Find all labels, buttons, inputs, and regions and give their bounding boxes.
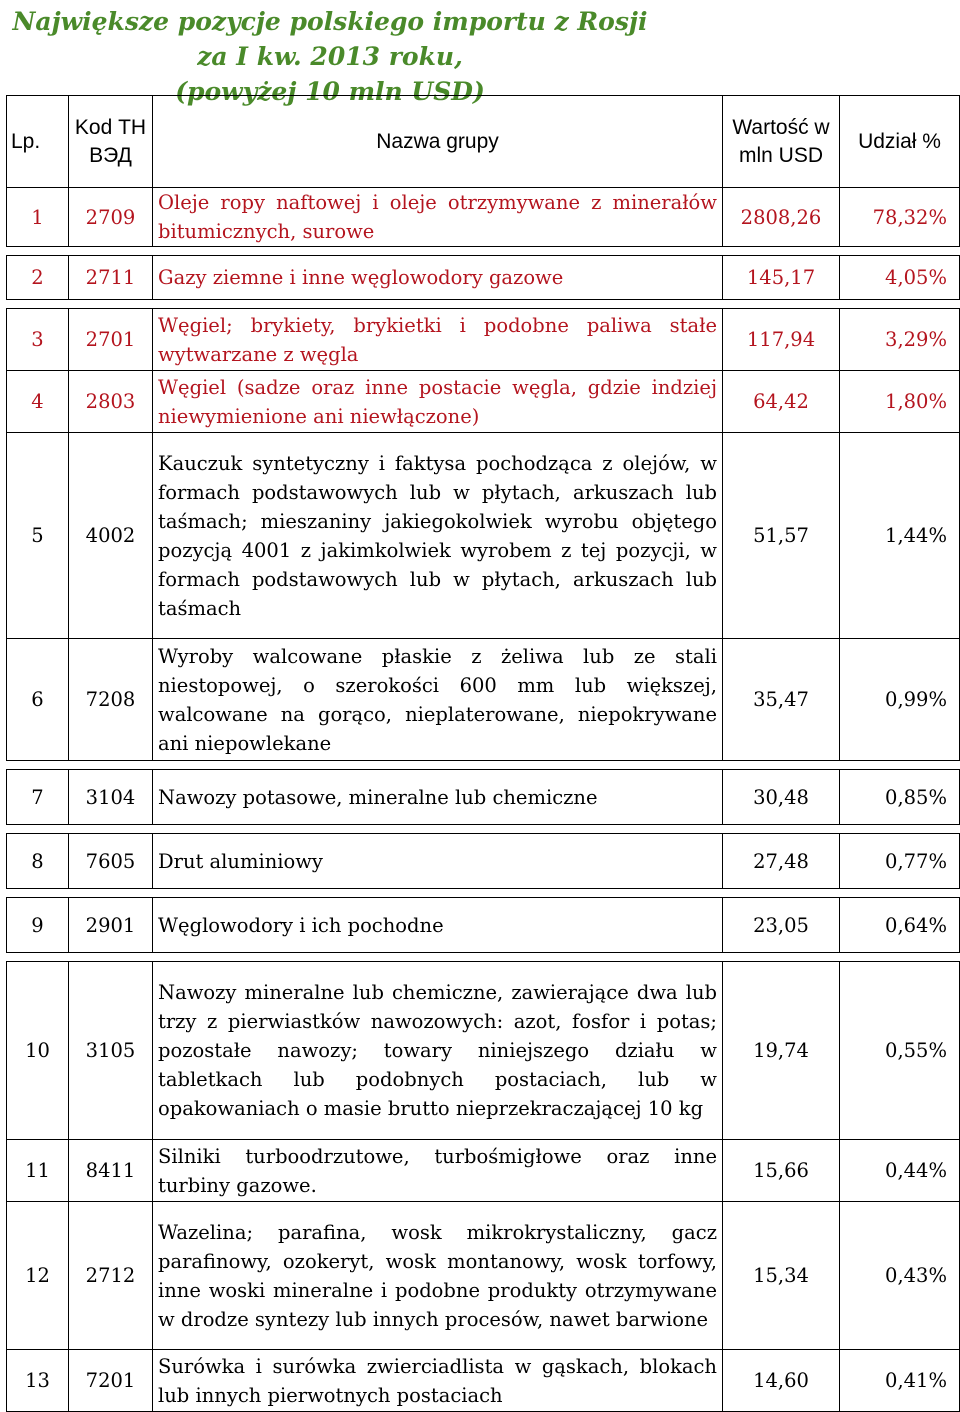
cell-lp: 6	[7, 639, 69, 761]
cell-nazwa: Węgiel (sadze oraz inne postacie węgla, gdzie indziej niewymienione ani niewłączone)	[153, 371, 723, 433]
cell-kod: 7201	[69, 1350, 153, 1412]
header-nazwa: Nazwa grupy	[153, 96, 723, 188]
cell-udzial: 0,43%	[840, 1202, 960, 1350]
table-row	[7, 962, 960, 1140]
cell-kod: 2901	[69, 898, 153, 953]
cell-udzial: 1,44%	[840, 433, 960, 639]
cell-lp: 9	[7, 898, 69, 953]
cell-kod: 7605	[69, 834, 153, 889]
cell-wartosc: 30,48	[723, 770, 840, 825]
cell-wartosc: 15,66	[723, 1140, 840, 1202]
table-row	[7, 309, 960, 371]
cell-nazwa: Nawozy mineralne lub chemiczne, zawierające dwa lub trzy z pierwiastków nawozowych: azot, fosfor i potas; pozostałe nawozy; towary niniejszego działu w tabletkach lub podobnych postaciach, lub w opakowaniach o masie brutto nieprzekraczającej 10 kg	[153, 962, 723, 1140]
table-gap	[7, 825, 960, 834]
cell-kod: 4002	[69, 433, 153, 639]
cell-udzial: 0,41%	[840, 1350, 960, 1412]
cell-nazwa: Wazelina; parafina, wosk mikrokrystaliczny, gacz parafinowy, ozokeryt, wosk montanowy, wosk torfowy, inne woski mineralne i podobne produkty otrzymywane w drodze syntezy lub innych procesów, nawet barwione	[153, 1202, 723, 1350]
table-row	[7, 1350, 960, 1412]
cell-wartosc: 2808,26	[723, 188, 840, 247]
table-gap	[7, 889, 960, 898]
cell-udzial: 0,85%	[840, 770, 960, 825]
page-title	[0, 4, 660, 109]
title-line-2: (powyżej 10 mln USD)	[175, 77, 485, 106]
cell-wartosc: 14,60	[723, 1350, 840, 1412]
cell-kod: 2712	[69, 1202, 153, 1350]
cell-nazwa: Gazy ziemne i inne węglowodory gazowe	[153, 256, 723, 300]
cell-lp: 5	[7, 433, 69, 639]
cell-kod: 2701	[69, 309, 153, 371]
table-gap	[7, 247, 960, 256]
cell-udzial: 0,77%	[840, 834, 960, 889]
cell-lp: 11	[7, 1140, 69, 1202]
cell-nazwa: Surówka i surówka zwierciadlista w gąskach, blokach lub innych pierwotnych postaciach	[153, 1350, 723, 1412]
cell-lp: 1	[7, 188, 69, 247]
cell-nazwa: Nawozy potasowe, mineralne lub chemiczne	[153, 770, 723, 825]
cell-nazwa: Wyroby walcowane płaskie z żeliwa lub ze stali niestopowej, o szerokości 600 mm lub większej, walcowane na gorąco, nieplaterowane, niepokrywane ani niepowlekane	[153, 639, 723, 761]
cell-lp: 2	[7, 256, 69, 300]
table-row	[7, 1140, 960, 1202]
cell-wartosc: 64,42	[723, 371, 840, 433]
table-header-row	[7, 96, 960, 188]
cell-udzial: 0,55%	[840, 962, 960, 1140]
table-row	[7, 188, 960, 247]
cell-udzial: 0,44%	[840, 1140, 960, 1202]
cell-kod: 8411	[69, 1140, 153, 1202]
table-row	[7, 834, 960, 889]
table-row	[7, 898, 960, 953]
cell-udzial: 0,64%	[840, 898, 960, 953]
cell-kod: 2803	[69, 371, 153, 433]
table-row	[7, 433, 960, 639]
cell-nazwa: Węglowodory i ich pochodne	[153, 898, 723, 953]
table-row	[7, 371, 960, 433]
header-kod: Kod ТН ВЭД	[69, 96, 153, 188]
title-line-1: Największe pozycje polskiego importu z Rosji za I kw. 2013 roku,	[12, 7, 648, 71]
cell-wartosc: 27,48	[723, 834, 840, 889]
cell-kod: 2709	[69, 188, 153, 247]
cell-wartosc: 35,47	[723, 639, 840, 761]
table-row	[7, 770, 960, 825]
cell-nazwa: Oleje ropy naftowej i oleje otrzymywane z minerałów bitumicznych, surowe	[153, 188, 723, 247]
cell-wartosc: 145,17	[723, 256, 840, 300]
header-lp: Lp.	[7, 96, 69, 188]
cell-kod: 2711	[69, 256, 153, 300]
table-gap	[7, 300, 960, 309]
cell-kod: 7208	[69, 639, 153, 761]
cell-udzial: 1,80%	[840, 371, 960, 433]
header-udzial: Udział %	[840, 96, 960, 188]
cell-lp: 12	[7, 1202, 69, 1350]
cell-udzial: 0,99%	[840, 639, 960, 761]
cell-wartosc: 51,57	[723, 433, 840, 639]
cell-lp: 7	[7, 770, 69, 825]
import-table	[6, 95, 960, 1412]
cell-kod: 3104	[69, 770, 153, 825]
table-row	[7, 256, 960, 300]
cell-wartosc: 19,74	[723, 962, 840, 1140]
table-row	[7, 639, 960, 761]
cell-udzial: 4,05%	[840, 256, 960, 300]
cell-udzial: 78,32%	[840, 188, 960, 247]
table-row	[7, 1202, 960, 1350]
cell-lp: 13	[7, 1350, 69, 1412]
cell-lp: 10	[7, 962, 69, 1140]
cell-nazwa: Silniki turboodrzutowe, turbośmigłowe oraz inne turbiny gazowe.	[153, 1140, 723, 1202]
cell-lp: 8	[7, 834, 69, 889]
cell-nazwa: Kauczuk syntetyczny i faktysa pochodząca z olejów, w formach podstawowych lub w płytach, arkuszach lub taśmach; mieszaniny jakiegokolwiek wyrobu objętego pozycją 4001 z jakimkolwiek wyrobem z tej pozycji, w formach podstawowych lub w płytach, arkuszach lub taśmach	[153, 433, 723, 639]
cell-nazwa: Węgiel; brykiety, brykietki i podobne paliwa stałe wytwarzane z węgla	[153, 309, 723, 371]
cell-wartosc: 23,05	[723, 898, 840, 953]
table-gap	[7, 953, 960, 962]
cell-udzial: 3,29%	[840, 309, 960, 371]
cell-kod: 3105	[69, 962, 153, 1140]
cell-wartosc: 117,94	[723, 309, 840, 371]
header-wartosc: Wartość w mln USD	[723, 96, 840, 188]
cell-lp: 3	[7, 309, 69, 371]
cell-wartosc: 15,34	[723, 1202, 840, 1350]
table-gap	[7, 761, 960, 770]
cell-nazwa: Drut aluminiowy	[153, 834, 723, 889]
cell-lp: 4	[7, 371, 69, 433]
